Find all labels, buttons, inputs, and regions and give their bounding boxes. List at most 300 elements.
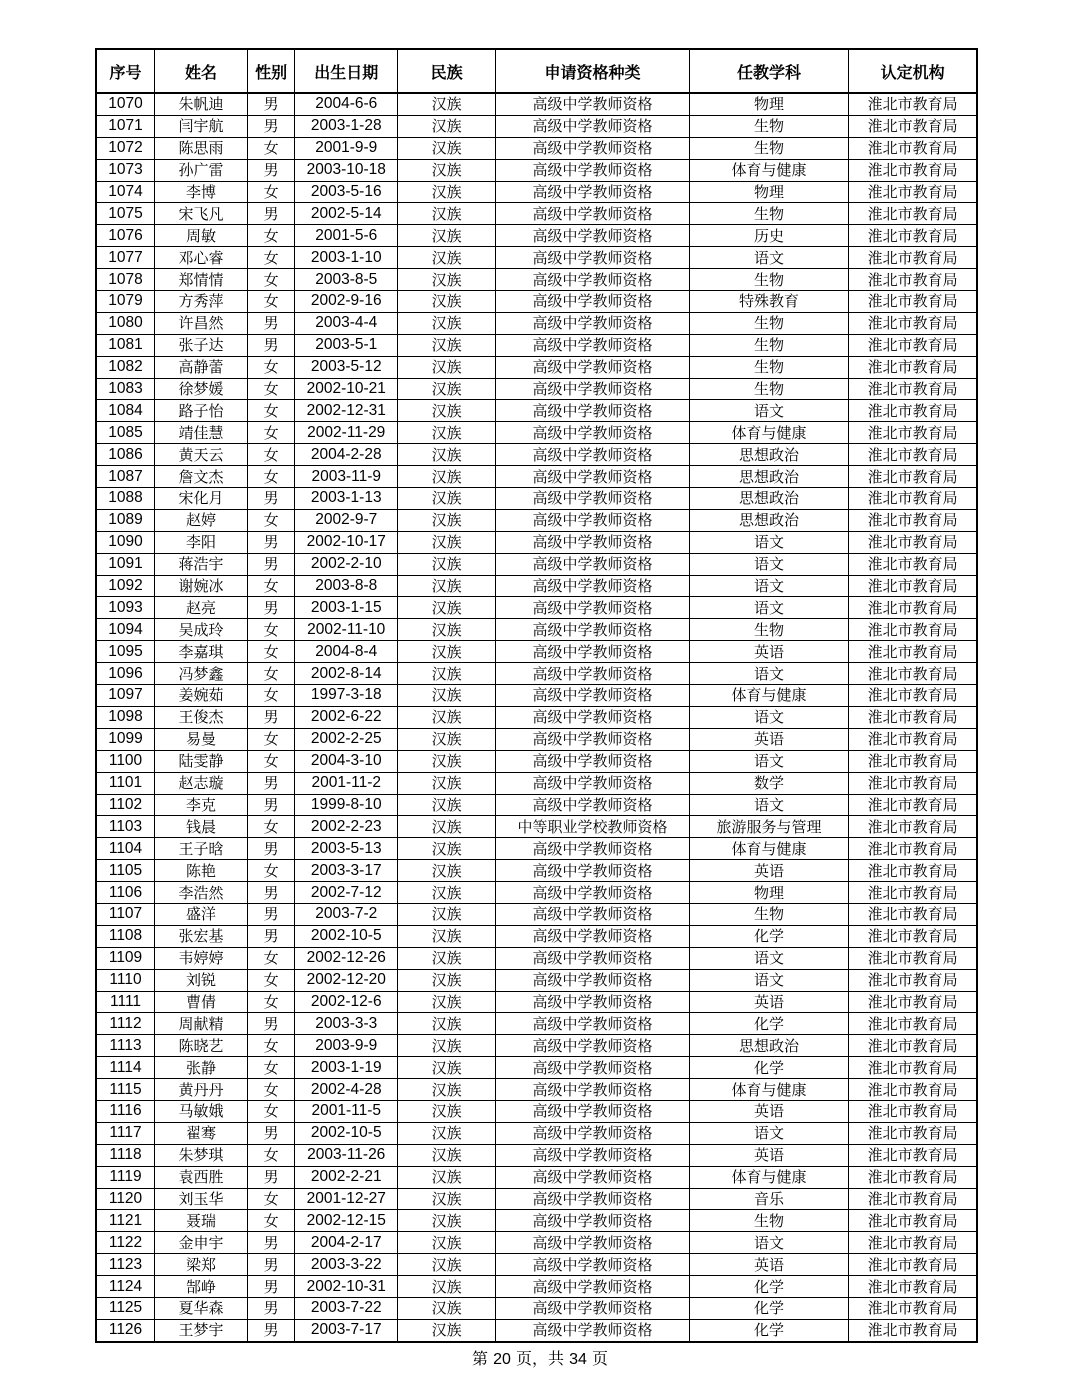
cell-subject: 生物 [689,356,848,378]
cell-birthdate: 2003-4-4 [295,312,398,334]
cell-name: 聂瑞 [155,1210,248,1232]
cell-certifying-authority: 淮北市教育局 [849,334,977,356]
cell-birthdate: 2002-2-10 [295,553,398,575]
cell-gender: 女 [247,181,294,203]
cell-gender: 男 [247,1297,294,1319]
cell-ethnicity: 汉族 [398,1079,496,1101]
cell-qualification-type: 高级中学教师资格 [496,947,690,969]
cell-index: 1097 [96,685,155,707]
cell-gender: 女 [247,1210,294,1232]
cell-qualification-type: 高级中学教师资格 [496,903,690,925]
cell-qualification-type: 高级中学教师资格 [496,1100,690,1122]
cell-certifying-authority: 淮北市教育局 [849,991,977,1013]
cell-certifying-authority: 淮北市教育局 [849,291,977,313]
cell-qualification-type: 高级中学教师资格 [496,115,690,137]
table-row [96,378,977,400]
cell-ethnicity: 汉族 [398,247,496,269]
cell-index: 1083 [96,378,155,400]
header-certifying-authority: 认定机构 [849,49,977,93]
cell-ethnicity: 汉族 [398,422,496,444]
header-birthdate: 出生日期 [295,49,398,93]
cell-certifying-authority: 淮北市教育局 [849,356,977,378]
cell-subject: 英语 [689,860,848,882]
cell-gender: 男 [247,553,294,575]
cell-subject: 生物 [689,115,848,137]
cell-index: 1115 [96,1079,155,1101]
table-row [96,1100,977,1122]
footer-prefix: 第 [471,1349,488,1368]
cell-name: 张静 [155,1057,248,1079]
cell-birthdate: 2003-7-17 [295,1319,398,1341]
cell-qualification-type: 高级中学教师资格 [496,488,690,510]
cell-certifying-authority: 淮北市教育局 [849,903,977,925]
cell-subject: 数学 [689,772,848,794]
header-ethnicity: 民族 [398,49,496,93]
cell-name: 徐梦媛 [155,378,248,400]
cell-gender: 女 [247,422,294,444]
cell-certifying-authority: 淮北市教育局 [849,93,977,115]
cell-gender: 男 [247,597,294,619]
cell-name: 张宏基 [155,925,248,947]
cell-qualification-type: 高级中学教师资格 [496,291,690,313]
cell-qualification-type: 高级中学教师资格 [496,181,690,203]
cell-birthdate: 2002-12-20 [295,969,398,991]
cell-gender: 男 [247,488,294,510]
cell-name: 靖佳慧 [155,422,248,444]
cell-index: 1070 [96,93,155,115]
cell-qualification-type: 高级中学教师资格 [496,378,690,400]
cell-qualification-type: 高级中学教师资格 [496,925,690,947]
table-row [96,663,977,685]
cell-qualification-type: 高级中学教师资格 [496,334,690,356]
cell-name: 周敏 [155,225,248,247]
cell-index: 1071 [96,115,155,137]
cell-certifying-authority: 淮北市教育局 [849,728,977,750]
cell-index: 1095 [96,641,155,663]
cell-ethnicity: 汉族 [398,334,496,356]
cell-name: 李浩然 [155,882,248,904]
cell-subject: 生物 [689,203,848,225]
table-row [96,115,977,137]
cell-name: 郑情情 [155,269,248,291]
table-row [96,619,977,641]
cell-subject: 物理 [689,882,848,904]
table-row [96,838,977,860]
cell-name: 黄丹丹 [155,1079,248,1101]
cell-subject: 化学 [689,1057,848,1079]
cell-ethnicity: 汉族 [398,115,496,137]
table-row [96,1144,977,1166]
table-row [96,1013,977,1035]
table-row [96,1276,977,1298]
table-row [96,93,977,115]
cell-name: 高静蕾 [155,356,248,378]
cell-gender: 女 [247,1079,294,1101]
cell-birthdate: 2004-6-6 [295,93,398,115]
cell-subject: 语文 [689,575,848,597]
cell-qualification-type: 高级中学教师资格 [496,991,690,1013]
header-subject: 任教学科 [689,49,848,93]
cell-birthdate: 2003-11-26 [295,1144,398,1166]
cell-ethnicity: 汉族 [398,947,496,969]
cell-name: 赵亮 [155,597,248,619]
cell-index: 1121 [96,1210,155,1232]
cell-gender: 男 [247,203,294,225]
cell-gender: 男 [247,312,294,334]
cell-subject: 思想政治 [689,488,848,510]
cell-certifying-authority: 淮北市教育局 [849,925,977,947]
cell-birthdate: 2002-11-10 [295,619,398,641]
cell-gender: 女 [247,1144,294,1166]
cell-subject: 体育与健康 [689,838,848,860]
table-row [96,312,977,334]
cell-certifying-authority: 淮北市教育局 [849,531,977,553]
cell-index: 1099 [96,728,155,750]
table-row [96,400,977,422]
table-row [96,991,977,1013]
table-row [96,509,977,531]
cell-gender: 男 [247,794,294,816]
cell-qualification-type: 高级中学教师资格 [496,137,690,159]
cell-subject: 语文 [689,1232,848,1254]
cell-certifying-authority: 淮北市教育局 [849,860,977,882]
cell-gender: 女 [247,575,294,597]
cell-qualification-type: 高级中学教师资格 [496,466,690,488]
cell-ethnicity: 汉族 [398,1254,496,1276]
cell-qualification-type: 高级中学教师资格 [496,1166,690,1188]
header-qualification-type: 申请资格种类 [496,49,690,93]
cell-ethnicity: 汉族 [398,706,496,728]
cell-birthdate: 2002-10-17 [295,531,398,553]
cell-gender: 女 [247,750,294,772]
cell-certifying-authority: 淮北市教育局 [849,969,977,991]
cell-birthdate: 2002-9-16 [295,291,398,313]
cell-name: 钱晨 [155,816,248,838]
cell-qualification-type: 高级中学教师资格 [496,619,690,641]
cell-index: 1107 [96,903,155,925]
cell-index: 1114 [96,1057,155,1079]
cell-gender: 男 [247,159,294,181]
cell-ethnicity: 汉族 [398,1035,496,1057]
cell-subject: 体育与健康 [689,159,848,181]
cell-certifying-authority: 淮北市教育局 [849,488,977,510]
table-row [96,597,977,619]
cell-name: 李博 [155,181,248,203]
cell-index: 1100 [96,750,155,772]
cell-qualification-type: 高级中学教师资格 [496,728,690,750]
cell-name: 方秀萍 [155,291,248,313]
cell-birthdate: 2002-10-5 [295,1122,398,1144]
cell-birthdate: 2001-9-9 [295,137,398,159]
cell-subject: 化学 [689,1013,848,1035]
cell-birthdate: 2002-2-23 [295,816,398,838]
cell-gender: 女 [247,400,294,422]
cell-ethnicity: 汉族 [398,1276,496,1298]
cell-birthdate: 2001-11-5 [295,1100,398,1122]
cell-qualification-type: 高级中学教师资格 [496,356,690,378]
cell-ethnicity: 汉族 [398,400,496,422]
cell-index: 1076 [96,225,155,247]
cell-gender: 女 [247,378,294,400]
footer-page-number: 20 [493,1351,511,1368]
cell-name: 夏华森 [155,1297,248,1319]
cell-birthdate: 2003-7-22 [295,1297,398,1319]
cell-certifying-authority: 淮北市教育局 [849,816,977,838]
cell-ethnicity: 汉族 [398,1144,496,1166]
cell-qualification-type: 中等职业学校教师资格 [496,816,690,838]
cell-birthdate: 2002-12-31 [295,400,398,422]
cell-subject: 语文 [689,969,848,991]
cell-name: 马敏娥 [155,1100,248,1122]
cell-certifying-authority: 淮北市教育局 [849,466,977,488]
table-row [96,269,977,291]
cell-ethnicity: 汉族 [398,969,496,991]
cell-qualification-type: 高级中学教师资格 [496,1013,690,1035]
cell-index: 1104 [96,838,155,860]
cell-birthdate: 2004-3-10 [295,750,398,772]
table-row [96,1188,977,1210]
table-row [96,969,977,991]
cell-subject: 生物 [689,137,848,159]
cell-certifying-authority: 淮北市教育局 [849,641,977,663]
cell-name: 刘玉华 [155,1188,248,1210]
cell-subject: 英语 [689,1254,848,1276]
cell-gender: 女 [247,269,294,291]
table-row [96,334,977,356]
cell-name: 吴成玲 [155,619,248,641]
cell-ethnicity: 汉族 [398,488,496,510]
cell-index: 1112 [96,1013,155,1035]
cell-birthdate: 2001-11-2 [295,772,398,794]
cell-subject: 语文 [689,794,848,816]
cell-ethnicity: 汉族 [398,312,496,334]
cell-subject: 语文 [689,400,848,422]
cell-index: 1079 [96,291,155,313]
cell-gender: 女 [247,247,294,269]
cell-gender: 女 [247,1188,294,1210]
cell-subject: 音乐 [689,1188,848,1210]
cell-certifying-authority: 淮北市教育局 [849,1144,977,1166]
cell-certifying-authority: 淮北市教育局 [849,553,977,575]
cell-index: 1110 [96,969,155,991]
table-row [96,750,977,772]
cell-index: 1077 [96,247,155,269]
cell-certifying-authority: 淮北市教育局 [849,137,977,159]
cell-qualification-type: 高级中学教师资格 [496,1254,690,1276]
header-name: 姓名 [155,49,248,93]
cell-subject: 语文 [689,750,848,772]
cell-qualification-type: 高级中学教师资格 [496,750,690,772]
cell-ethnicity: 汉族 [398,838,496,860]
cell-birthdate: 2002-12-6 [295,991,398,1013]
cell-subject: 体育与健康 [689,1079,848,1101]
cell-gender: 女 [247,991,294,1013]
cell-ethnicity: 汉族 [398,181,496,203]
cell-birthdate: 2003-1-13 [295,488,398,510]
cell-ethnicity: 汉族 [398,1188,496,1210]
cell-qualification-type: 高级中学教师资格 [496,247,690,269]
cell-birthdate: 2002-12-26 [295,947,398,969]
cell-birthdate: 2003-5-13 [295,838,398,860]
table-row [96,925,977,947]
cell-gender: 女 [247,860,294,882]
table-row [96,1319,977,1341]
cell-ethnicity: 汉族 [398,1166,496,1188]
cell-ethnicity: 汉族 [398,225,496,247]
cell-subject: 英语 [689,1144,848,1166]
cell-qualification-type: 高级中学教师资格 [496,422,690,444]
cell-gender: 女 [247,969,294,991]
table-row [96,1079,977,1101]
cell-name: 王梦宇 [155,1319,248,1341]
cell-name: 路子怡 [155,400,248,422]
cell-index: 1074 [96,181,155,203]
cell-certifying-authority: 淮北市教育局 [849,378,977,400]
cell-subject: 语文 [689,663,848,685]
cell-birthdate: 2002-10-21 [295,378,398,400]
cell-certifying-authority: 淮北市教育局 [849,1232,977,1254]
cell-gender: 女 [247,816,294,838]
cell-ethnicity: 汉族 [398,553,496,575]
cell-index: 1073 [96,159,155,181]
cell-subject: 化学 [689,1297,848,1319]
cell-gender: 男 [247,115,294,137]
cell-index: 1119 [96,1166,155,1188]
cell-ethnicity: 汉族 [398,269,496,291]
cell-ethnicity: 汉族 [398,93,496,115]
cell-certifying-authority: 淮北市教育局 [849,1100,977,1122]
cell-gender: 女 [247,1057,294,1079]
cell-ethnicity: 汉族 [398,159,496,181]
cell-certifying-authority: 淮北市教育局 [849,1297,977,1319]
cell-gender: 女 [247,947,294,969]
cell-gender: 男 [247,1166,294,1188]
cell-subject: 语文 [689,247,848,269]
cell-certifying-authority: 淮北市教育局 [849,1035,977,1057]
cell-birthdate: 2003-8-8 [295,575,398,597]
cell-gender: 男 [247,1319,294,1341]
cell-name: 赵婷 [155,509,248,531]
cell-qualification-type: 高级中学教师资格 [496,509,690,531]
cell-birthdate: 2003-1-19 [295,1057,398,1079]
cell-index: 1124 [96,1276,155,1298]
cell-birthdate: 2004-2-28 [295,444,398,466]
cell-birthdate: 2003-3-22 [295,1254,398,1276]
table-row [96,181,977,203]
cell-qualification-type: 高级中学教师资格 [496,93,690,115]
cell-gender: 男 [247,531,294,553]
cell-qualification-type: 高级中学教师资格 [496,706,690,728]
cell-index: 1080 [96,312,155,334]
cell-subject: 英语 [689,728,848,750]
cell-certifying-authority: 淮北市教育局 [849,838,977,860]
cell-name: 陆雯静 [155,750,248,772]
cell-name: 李克 [155,794,248,816]
cell-name: 黄天云 [155,444,248,466]
table-row [96,291,977,313]
cell-birthdate: 2002-2-21 [295,1166,398,1188]
cell-ethnicity: 汉族 [398,1319,496,1341]
cell-name: 金申宇 [155,1232,248,1254]
cell-gender: 男 [247,903,294,925]
cell-index: 1105 [96,860,155,882]
cell-certifying-authority: 淮北市教育局 [849,750,977,772]
cell-name: 李阳 [155,531,248,553]
table-row [96,137,977,159]
cell-name: 刘锐 [155,969,248,991]
cell-name: 梁郑 [155,1254,248,1276]
cell-gender: 男 [247,882,294,904]
cell-index: 1126 [96,1319,155,1341]
table-row [96,531,977,553]
table-row [96,159,977,181]
cell-subject: 化学 [689,1319,848,1341]
cell-qualification-type: 高级中学教师资格 [496,838,690,860]
cell-name: 易曼 [155,728,248,750]
cell-birthdate: 2002-10-31 [295,1276,398,1298]
footer-middle: 页，共 [515,1349,564,1368]
cell-name: 周献精 [155,1013,248,1035]
cell-index: 1088 [96,488,155,510]
cell-gender: 男 [247,706,294,728]
cell-index: 1096 [96,663,155,685]
cell-subject: 生物 [689,269,848,291]
table-row [96,1166,977,1188]
cell-birthdate: 2003-3-3 [295,1013,398,1035]
cell-birthdate: 2003-8-5 [295,269,398,291]
cell-subject: 体育与健康 [689,1166,848,1188]
cell-gender: 男 [247,1254,294,1276]
cell-name: 詹文杰 [155,466,248,488]
cell-gender: 女 [247,225,294,247]
table-row [96,225,977,247]
cell-qualification-type: 高级中学教师资格 [496,225,690,247]
cell-gender: 女 [247,509,294,531]
cell-ethnicity: 汉族 [398,203,496,225]
cell-index: 1125 [96,1297,155,1319]
cell-certifying-authority: 淮北市教育局 [849,115,977,137]
cell-name: 陈晓艺 [155,1035,248,1057]
cell-index: 1094 [96,619,155,641]
cell-index: 1122 [96,1232,155,1254]
cell-subject: 语文 [689,947,848,969]
cell-ethnicity: 汉族 [398,903,496,925]
header-gender: 性别 [247,49,294,93]
table-row [96,247,977,269]
table-row [96,1297,977,1319]
cell-name: 李嘉琪 [155,641,248,663]
cell-subject: 体育与健康 [689,422,848,444]
cell-qualification-type: 高级中学教师资格 [496,1188,690,1210]
roster-sheet [95,48,978,1343]
cell-index: 1113 [96,1035,155,1057]
table-row [96,860,977,882]
cell-subject: 英语 [689,1100,848,1122]
cell-certifying-authority: 淮北市教育局 [849,159,977,181]
cell-subject: 旅游服务与管理 [689,816,848,838]
table-row [96,706,977,728]
table-row [96,772,977,794]
cell-ethnicity: 汉族 [398,641,496,663]
cell-qualification-type: 高级中学教师资格 [496,882,690,904]
cell-name: 赵志璇 [155,772,248,794]
footer-suffix: 页 [591,1349,608,1368]
cell-subject: 化学 [689,1276,848,1298]
cell-ethnicity: 汉族 [398,1013,496,1035]
cell-index: 1072 [96,137,155,159]
cell-qualification-type: 高级中学教师资格 [496,685,690,707]
cell-qualification-type: 高级中学教师资格 [496,1276,690,1298]
